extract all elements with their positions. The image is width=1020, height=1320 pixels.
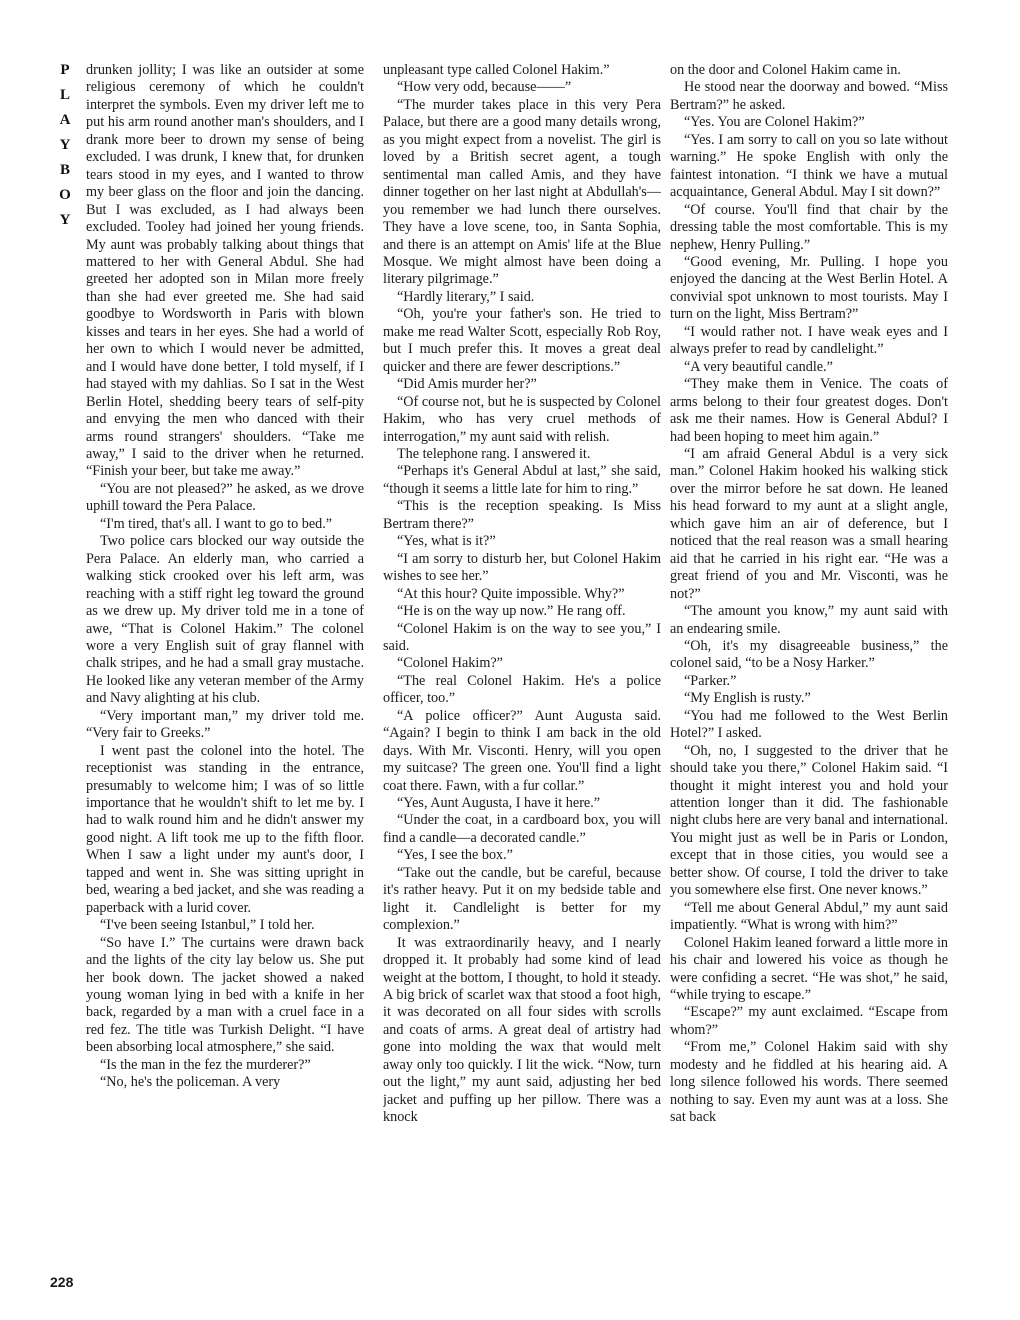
paragraph: “Good evening, Mr. Pulling. I hope you enjoyed the dancing at the West Berlin Hotel. A convivial spot unknown to most tourists. May I turn on the light, Miss Bertram?” (670, 253, 948, 323)
paragraph: “Yes. I am sorry to call on you so late without warning.” He spoke English with only the faintest intonation. “I think we have a mutual acquaintance, General Abdul. May I sit down?” (670, 131, 948, 201)
text-column-2 (383, 62, 661, 1294)
paragraph: “At this hour? Quite impossible. Why?” (397, 585, 625, 602)
paragraph: “They make them in Venice. The coats of arms belong to their four greatest doges. Don't ask me their names. How is General Abdul? I had been hoping to meet him again.” (670, 376, 948, 445)
paragraph: drunken jollity; I was like an outsider at some religious ceremony of which he couldn't interpret the symbols. Even my driver left me to put his arm round another man's shoulders, and I drank more beer to drown my sense of being excluded. I was drunk, I knew that, for drunken tears stood in my eyes, and I wanted to throw my beer glass on the floor and join the dancing. But I was excluded, as I had always been excluded. Tooley had joined her young friends. My aunt was probably talking about things that mattered to her with General Abdul. She had greeted her adopted son in Milan more freely than she had ever greeted me. She had said goodbye to Wordsworth in Paris with blown kisses and tears in her eyes. She had a world of her own to which I would never be admitted, and I would have done better, I told myself, if I had stayed with my dahlias. So I sat in the West Berlin Hotel, shedding beery tears of self-pity and envying the men who danced with their arms round strangers' shoulders. “Take me away,” I said to the driver when he returned. “Finish your beer, but take me away.” (86, 62, 364, 480)
paragraph: “Did Amis murder her?” (397, 376, 537, 393)
paragraph: “The murder takes place in this very Pera Palace, but there are a good many details wrong, as you might expect from a novelist. The girl is loved by a British secret agent, a tough sentimental man called Amis, and they have dinner together on her last night at Abdullah's—you remember we had lunch there ourselves. They have a love scene, too, in Santa Sophia, and there is an attempt on Amis' life at the Blue Mosque. We might almost have been doing a literary pilgrimage.” (383, 96, 661, 288)
paragraph: “I would rather not. I have weak eyes and I always prefer to read by candlelight.” (670, 323, 948, 358)
paragraph: “You had me followed to the West Berlin Hotel?” I asked. (670, 707, 948, 742)
paragraph: “From me,” Colonel Hakim said with shy modesty and he fiddled at his hearing aid. A long silence followed his words. There seemed nothing to say. Even my aunt was at a loss. She sat back (670, 1039, 948, 1126)
paragraph: “I am afraid General Abdul is a very sick man.” Colonel Hakim hooked his walking stick over the mirror before he sat down. He leaned his head forward to my aunt at a slight angle, which gave him an air of deference, but I noticed that the real reason was a small hearing aid that he carried in his right ear. “He was a great friend of you and Mr. Visconti, was he not?” (670, 445, 948, 602)
masthead-letter: P (60, 62, 70, 78)
masthead-letter: B (59, 162, 70, 178)
paragraph: “Of course. You'll find that chair by the dressing table the most comfortable. This is my nephew, Henry Pulling.” (670, 201, 948, 253)
page-number: 228 (50, 1274, 74, 1290)
paragraph: “Colonel Hakim is on the way to see you,” I said. (383, 620, 661, 654)
paragraph: “Colonel Hakim?” (397, 655, 503, 672)
paragraph: “So have I.” The curtains were drawn back and the lights of the city lay below us. She put her book down. The jacket showed a naked young woman lying in bed with a knife in her back, regarded by a man with a cruel face in a red fez. The title was Turkish Delight. “I have been absorbing local atmosphere,” she said. (86, 934, 364, 1056)
paragraph: “The real Colonel Hakim. He's a police officer, too.” (383, 672, 661, 707)
paragraph: “Perhaps it's General Abdul at last,” she said, “though it seems a little late for him to ring.” (383, 463, 661, 497)
paragraph: The telephone rang. I answered it. (397, 445, 591, 462)
paragraph: “Oh, it's my disagreeable business,” the colonel said, “to be a Nosy Harker.” (670, 637, 948, 672)
paragraph: “Tell me about General Abdul,” my aunt said impatiently. “What is wrong with him?” (670, 899, 948, 934)
paragraph: “Yes, I see the box.” (397, 847, 513, 864)
paragraph: “I'm tired, that's all. I want to go to bed.” (100, 515, 333, 532)
paragraph: “A very beautiful candle.” (684, 358, 833, 375)
magazine-masthead (52, 58, 78, 233)
masthead-letter: Y (59, 212, 71, 228)
paragraph: “No, he's the policeman. A very (100, 1074, 281, 1091)
text-column-3 (670, 62, 948, 1294)
paragraph: “Yes, Aunt Augusta, I have it here.” (397, 795, 601, 812)
paragraph: “How very odd, because——” (397, 79, 572, 96)
paragraph: “You are not pleased?” he asked, as we drove uphill toward the Pera Palace. (86, 480, 364, 515)
paragraph: “I am sorry to disturb her, but Colonel Hakim wishes to see her.” (383, 550, 661, 585)
paragraph: I went past the colonel into the hotel. The receptionist was standing in the entrance, presumably to welcome him; I was of so little importance that he wouldn't shift to let me by. I had to walk round him and he didn't answer my good night. A lift took me up to the fifth floor. When I saw a light under my aunt's door, I tapped and went in. She was sitting upright in bed, wearing a bed jacket, and she was reading a paperback with a lurid cover. (86, 742, 364, 916)
paragraph: “Under the coat, in a cardboard box, you will find a candle—a decorated candle.” (383, 812, 661, 846)
paragraph: “Yes. You are Colonel Hakim?” (684, 114, 865, 131)
paragraph: It was extraordinarily heavy, and I nearly dropped it. It probably had some kind of lead weight at the bottom, I thought, to hold it steady. A big brick of scarlet wax that stood a foot high, it was decorated on all four sides with scrolls and coats of arms. A great deal of artistry had gone into molding the wax that would melt away only too quickly. I lit the wick. “Now, turn out the light,” my aunt said, adjusting her bed jacket and puffing up her pillow. There was a knock (383, 934, 661, 1126)
paragraph: “I've been seeing Istanbul,” I told her. (100, 917, 315, 934)
paragraph: “Take out the candle, but be careful, because it's rather heavy. Put it on my bedside table and light it. Candlelight is better for my complexion.” (383, 864, 661, 934)
paragraph: “Is the man in the fez the murderer?” (100, 1056, 311, 1073)
paragraph: “Of course not, but he is suspected by Colonel Hakim, who has very cruel methods of interrogation,” my aunt said with relish. (383, 393, 661, 445)
paragraph: “Hardly literary,” I said. (397, 288, 535, 305)
paragraph: “A police officer?” Aunt Augusta said. “Again? I begin to think I am back in the old days. With Mr. Visconti. Henry, will you open my suitcase? The green one. You'll find a light coat there. Fawn, with a fur collar.” (383, 707, 661, 794)
paragraph: Colonel Hakim leaned forward a little more in his chair and lowered his voice as though he were confiding a secret. “He was shot,” he said, “while trying to escape.” (670, 934, 948, 1004)
paragraph: unpleasant type called Colonel Hakim.” (383, 62, 610, 78)
masthead-letter: O (59, 187, 71, 203)
paragraph: “This is the reception speaking. Is Miss Bertram there?” (383, 498, 661, 532)
masthead-letter: A (59, 112, 71, 128)
text-column-1 (86, 62, 364, 1294)
paragraph: “Escape?” my aunt exclaimed. “Escape from whom?” (670, 1004, 948, 1038)
paragraph: He stood near the doorway and bowed. “Miss Bertram?” he asked. (670, 79, 948, 113)
masthead-letter: L (59, 87, 70, 103)
masthead-letter: Y (59, 137, 71, 153)
paragraph: Two police cars blocked our way outside the Pera Palace. An elderly man, who carried a walking stick crooked over his left arm, was reaching with a stiff right leg toward the ground as we drew up. My driver told me in a tone of awe, “That is Colonel Hakim.” The colonel wore a very English suit of gray flannel with chalk stripes, and he had a small gray mustache. He looked like any veteran member of the Army and Navy alighting at his club. (86, 533, 364, 707)
paragraph: “Oh, no, I suggested to the driver that he should take you there,” Colonel Hakim said. “I thought it might interest you and hold your attention longer than it did. The fashionable night clubs here are very banal and international. You might just as well be in Paris or London, except that in those cities, you would see a better show. Of course, I told the driver to take you somewhere else first. One never knows.” (670, 742, 948, 899)
paragraph: “The amount you know,” my aunt said with an endearing smile. (670, 603, 948, 637)
paragraph: “He is on the way up now.” He rang off. (397, 603, 626, 620)
paragraph: “Very important man,” my driver told me. “Very fair to Greeks.” (86, 707, 364, 742)
paragraph: “My English is rusty.” (684, 690, 811, 707)
paragraph: “Oh, you're your father's son. He tried to make me read Walter Scott, especially Rob Roy, but I much prefer this. It moves a great deal quicker and there are fewer descriptions.” (383, 306, 661, 375)
paragraph: “Parker.” (684, 672, 737, 689)
paragraph: on the door and Colonel Hakim came in. (670, 62, 901, 78)
paragraph: “Yes, what is it?” (397, 533, 496, 550)
